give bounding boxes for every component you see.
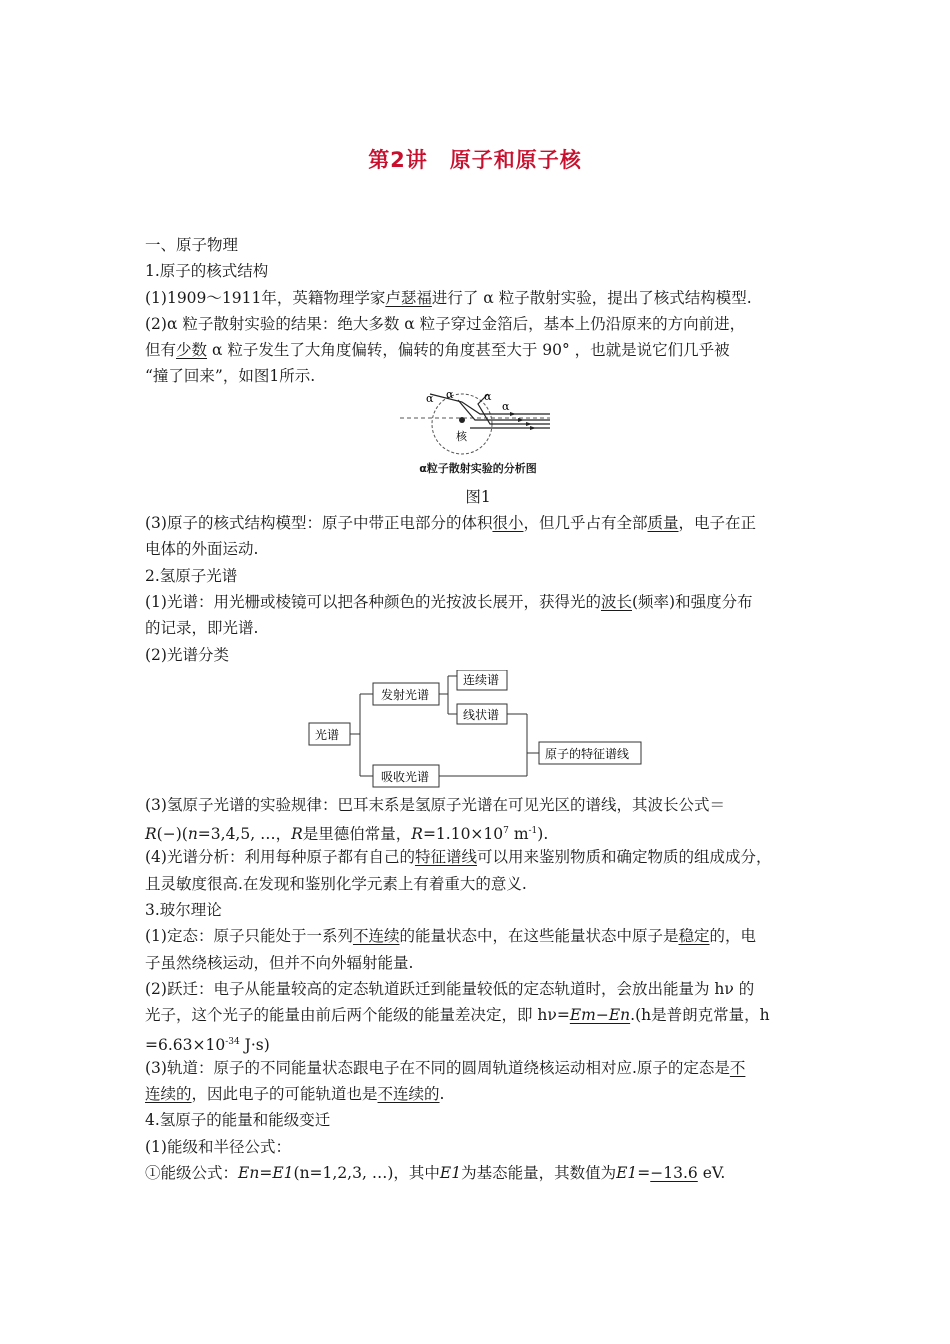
text: =1.10×10 [422,825,504,844]
text: (3)轨道：原子的不同能量状态跟电子在不同的圆周轨道绕核运动相对应.原子的定态是 [145,1058,730,1077]
page-title [0,144,950,174]
label-emission: 发射光谱 [381,687,430,702]
paragraph-line: (2)α 粒子散射实验的结果：绝大多数 α 粒子穿过金箔后，基本上仍沿原来的方向前进， [145,314,746,333]
arrowhead [526,422,532,426]
underlined-term: 稳定 [678,927,710,946]
paragraph-line [145,923,811,949]
figure-alpha-scattering [145,390,811,484]
text: (1)定态：原子只能处于一系列 [145,927,353,946]
paragraph-line [145,818,811,844]
alpha-label: α [446,391,454,401]
text: 可以用来鉴别物质和确定物质的组成成分， [476,848,772,867]
superscript: -1 [528,826,538,837]
paragraph-line: “撞了回来”，如图1所示. [145,367,316,386]
alpha-label: α [484,391,492,403]
underlined-term: 波长 [600,592,632,611]
text: =3,4,5, …， [197,825,292,844]
paragraph-line [145,1055,811,1081]
text: 光子，这个光子的能量由前后两个能级的能量差决定，即 hν= [145,1006,570,1025]
text: (4)光谱分析：利用每种原子都有自己的 [145,848,415,867]
arrowhead [510,412,516,416]
text: ①能级公式： [145,1164,239,1183]
text: 的，电 [709,927,757,946]
content-body [145,232,811,1186]
paragraph-line: 的记录，即光谱. [145,619,259,638]
symbol: R [145,825,157,844]
text: .(h是普朗克常量，h [630,1006,770,1025]
arrowhead [518,418,524,422]
alpha-label: α [502,399,510,413]
underlined-term: 少数 [176,341,208,360]
paragraph-line [145,510,811,536]
underlined-formula: Em−En [569,1006,631,1025]
spectrum-tree-diagram [305,670,645,788]
paragraph-line: (1)能级和半径公式： [145,1137,291,1156]
text: (n=1,2,3, …)，其中 [293,1164,440,1183]
paragraph-line: 电体的外面运动. [145,540,259,559]
lecture-number: 第2讲 [368,148,428,172]
symbol: En [238,1164,260,1183]
text: α 粒子发生了大角度偏转，偏转的角度甚至大于 90° ，也就是说它们几乎被 [207,341,730,360]
underlined-term: 很小 [492,514,524,533]
superscript: 7 [503,826,509,837]
underlined-value: −13.6 [650,1164,698,1183]
symbol: R [411,825,423,844]
paragraph-line [145,1002,811,1028]
label-continuous: 连续谱 [463,672,500,687]
symbol: E1 [272,1164,294,1183]
paragraph-line [145,1029,811,1055]
atom-outline [432,391,492,454]
figure-caption: α粒子散射实验的分析图 [419,461,537,475]
text: 进行了 α 粒子散射实验，提出了核式结构模型. [431,288,752,307]
paragraph-line: 且灵敏度很高.在发现和鉴别化学元素上有着重大的意义. [145,874,527,893]
text: J·s) [239,1035,270,1054]
symbol: n [187,825,198,844]
text: (−)( [156,825,188,844]
underlined-term: 不连续的 [377,1085,440,1104]
subsection-heading: 1.原子的核式结构 [145,262,269,281]
text: 但有 [145,341,177,360]
paragraph-line [145,1160,811,1186]
subsection-heading: 3.玻尔理论 [145,901,222,920]
symbol: E1 [439,1164,462,1183]
paragraph-line [145,844,811,870]
text: eV. [697,1164,726,1183]
paragraph-line [145,337,811,363]
text: . [439,1085,445,1104]
label-line: 线状谱 [463,707,500,722]
nucleus-dot [459,417,465,423]
figure-spectrum-classification [145,668,811,792]
text: = [259,1164,273,1183]
underlined-term: 连续的 [145,1085,192,1104]
paragraph-line [145,285,811,311]
underlined-term: 卢瑟福 [385,288,432,307]
text: ，但几乎占有全部 [523,514,648,533]
text: m [508,825,529,844]
text: ，电子在正 [678,514,757,533]
alpha-label: α [426,391,434,405]
paragraph-line: (2)光谱分类 [145,645,229,664]
text: = [637,1164,651,1183]
text: (3)原子的核式结构模型：原子中带正电部分的体积 [145,514,493,533]
superscript: -34 [225,1036,240,1047]
text: 为基态能量，其数值为 [461,1164,617,1183]
text: ，因此电子的可能轨道也是 [191,1085,378,1104]
paragraph-line: (3)氢原子光谱的实验规律：巴耳末系是氢原子光谱在可见光区的谱线，其波长公式＝ [145,795,725,814]
nucleus-label: 核 [456,429,467,443]
label-spectrum: 光谱 [315,727,340,742]
symbol: R [291,825,303,844]
paragraph-line [145,589,811,615]
lecture-topic: 原子和原子核 [449,148,582,172]
underlined-term: 质量 [647,514,679,533]
text: (1)1909～1911年，英籍物理学家 [145,288,386,307]
text: (1)光谱：用光栅或棱镜可以把各种颜色的光按波长展开，获得光的 [145,592,601,611]
alpha-scattering-diagram [400,392,560,460]
text: 的能量状态中，在这些能量状态中原子是 [399,927,679,946]
arrowhead [530,426,536,430]
text: 是里德伯常量， [302,825,412,844]
underlined-term: 特征谱线 [414,848,477,867]
paragraph-line: (2)跃迁：电子从能量较高的定态轨道跃迁到能量较低的定态轨道时，会放出能量为 hν 的 [145,979,755,998]
text: =6.63×10 [145,1035,226,1054]
subsection-heading: 4.氢原子的能量和能级变迁 [145,1111,331,1130]
subsection-heading: 2.氢原子光谱 [145,566,238,585]
label-absorption: 吸收光谱 [381,769,430,784]
figure-label: 图1 [465,487,491,506]
text: (频率)和强度分布 [631,592,753,611]
underlined-term: 不 [729,1058,746,1077]
text: ). [537,825,549,844]
underlined-term: 不连续 [352,927,400,946]
label-characteristic: 原子的特征谱线 [545,746,630,761]
paragraph-line [145,1081,811,1107]
symbol: E1 [616,1164,638,1183]
section-heading: 一、原子物理 [145,236,239,254]
paragraph-line: 子虽然绕核运动，但并不向外辐射能量. [145,953,414,972]
